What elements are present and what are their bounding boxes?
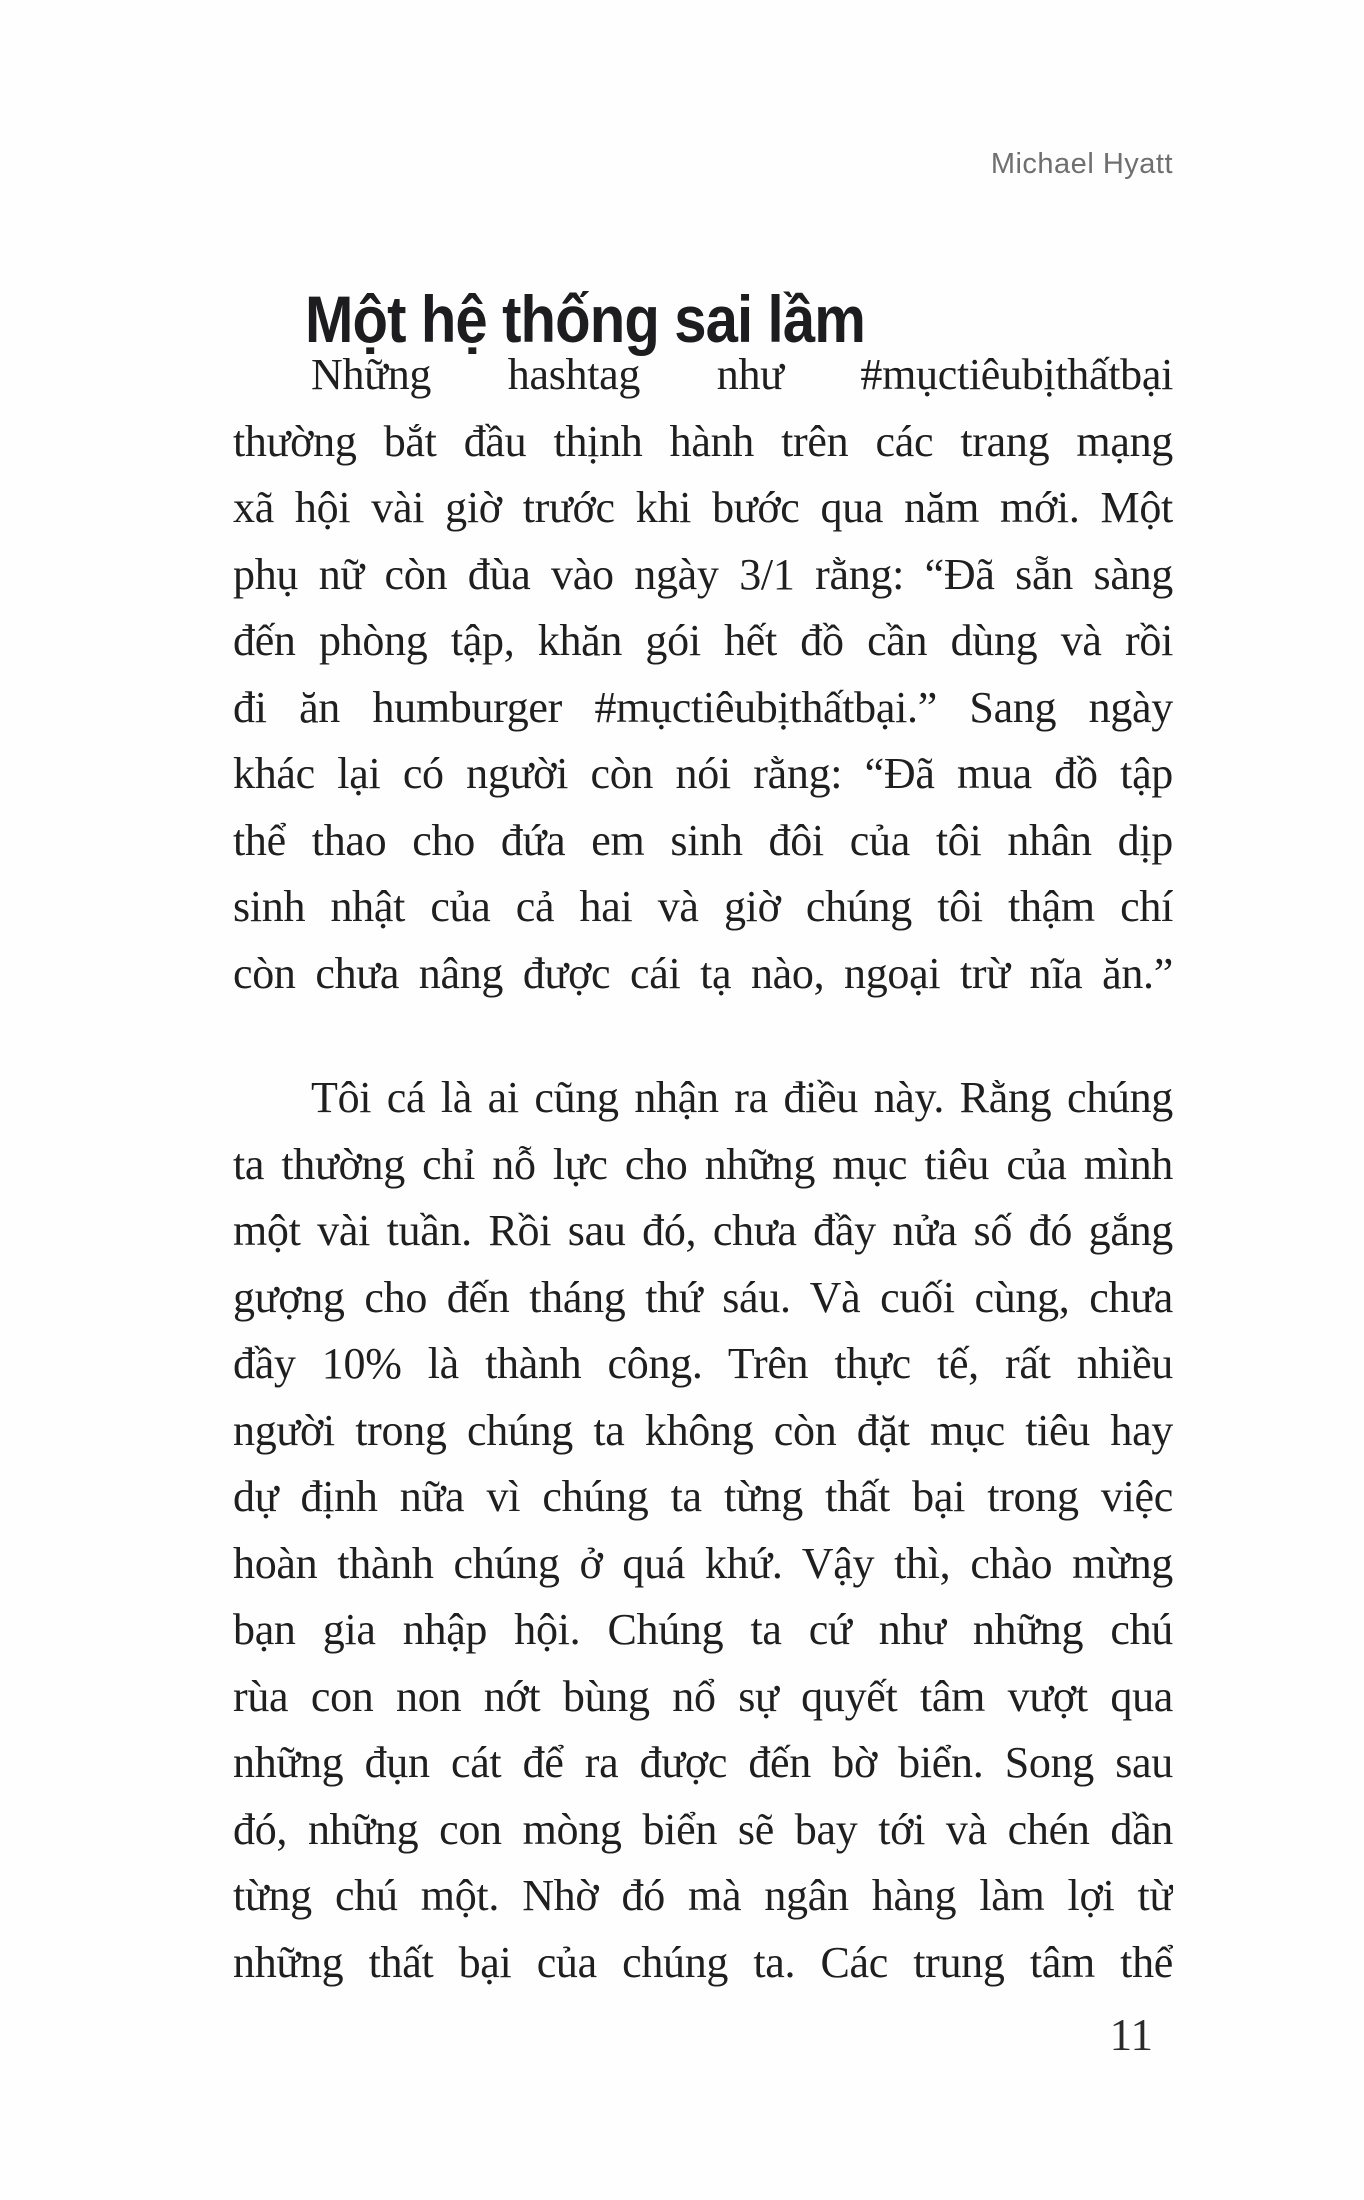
text-line: thường bắt đầu thịnh hành trên các trang mạng <box>233 416 1173 466</box>
text-line: dự định nữa vì chúng ta từng thất bại trong việc <box>233 1472 1173 1521</box>
body-text <box>233 342 1173 1996</box>
text-line: những đụn cát để ra được đến bờ biển. Song sau <box>233 1738 1173 1787</box>
text-line: Tôi cá là ai cũng nhận ra điều này. Rằng chúng <box>311 1073 1173 1122</box>
text-line: đến phòng tập, khăn gói hết đồ cần dùng và rồi <box>233 616 1173 665</box>
text-line: xã hội vài giờ trước khi bước qua năm mới. Một <box>233 483 1173 532</box>
text-line: một vài tuần. Rồi sau đó, chưa đầy nửa số đó gắng <box>233 1206 1173 1255</box>
text-line: những thất bại của chúng ta. Các trung tâm thể <box>233 1937 1173 1987</box>
text-line: khác lại có người còn nói rằng: “Đã mua đồ tập <box>233 749 1173 798</box>
text-line: đi ăn humburger #mụctiêubịthấtbại.” Sang ngày <box>233 682 1173 732</box>
text-line: gượng cho đến tháng thứ sáu. Và cuối cùng, chưa <box>233 1272 1173 1322</box>
text-line: người trong chúng ta không còn đặt mục tiêu hay <box>233 1405 1173 1455</box>
text-line: rùa con non nớt bùng nổ sự quyết tâm vượt qua <box>233 1671 1173 1721</box>
page-number: 11 <box>1109 2010 1153 2060</box>
text-line: hoàn thành chúng ở quá khứ. Vậy thì, chào mừng <box>233 1538 1173 1588</box>
text-line: đầy 10% là thành công. Trên thực tế, rất nhiều <box>233 1339 1173 1388</box>
text-line: đó, những con mòng biển sẽ bay tới và chén dần <box>233 1804 1173 1854</box>
text-line: bạn gia nhập hội. Chúng ta cứ như những chú <box>233 1605 1173 1654</box>
text-line: còn chưa nâng được cái tạ nào, ngoại trừ nĩa ăn.” <box>233 948 1173 998</box>
text-line: từng chú một. Nhờ đó mà ngân hàng làm lợi từ <box>233 1871 1173 1920</box>
chapter-title: Một hệ thống sai lầm <box>305 282 865 357</box>
paragraph-1 <box>233 342 1173 1007</box>
text-line: thể thao cho đứa em sinh đôi của tôi nhân dịp <box>233 815 1173 865</box>
text-line: Những hashtag như #mụctiêubịthấtbại <box>311 350 1173 399</box>
paragraph-2 <box>233 1065 1173 1996</box>
text-line: ta thường chỉ nỗ lực cho những mục tiêu của mình <box>233 1139 1173 1189</box>
text-line: phụ nữ còn đùa vào ngày 3/1 rằng: “Đã sẵn sàng <box>233 549 1173 599</box>
running-head-author: Michael Hyatt <box>990 148 1173 180</box>
text-line: sinh nhật của cả hai và giờ chúng tôi thậm chí <box>233 882 1173 931</box>
